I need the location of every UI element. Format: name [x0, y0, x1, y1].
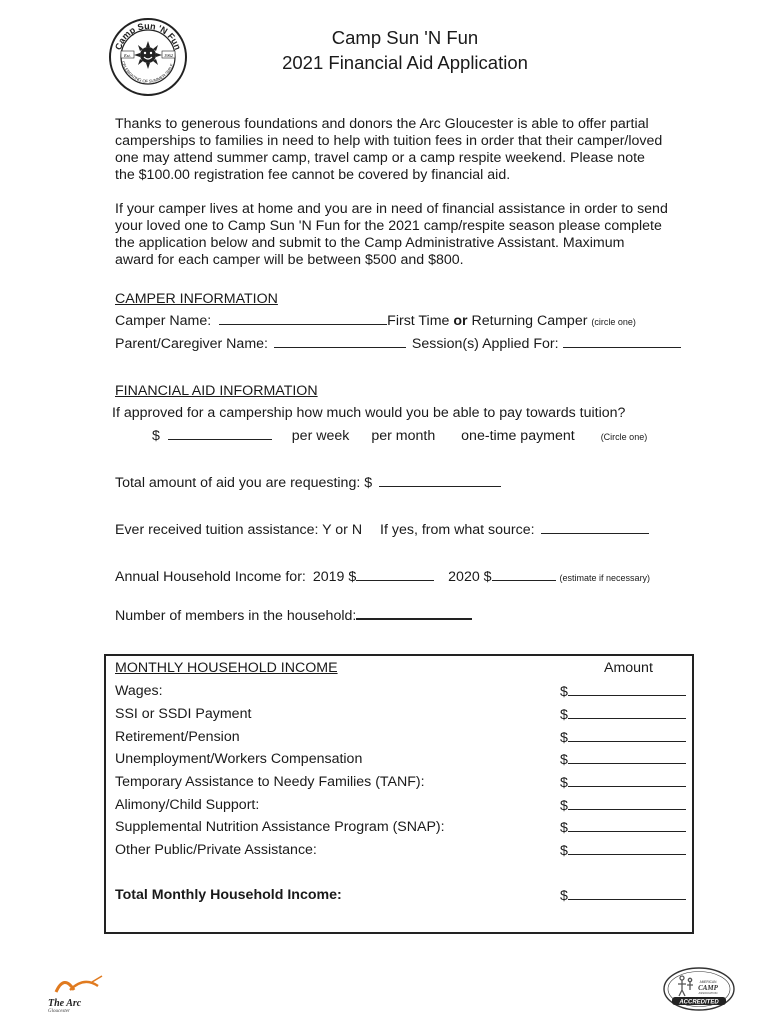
intro-line: If your camper lives at home and you are in need of financial assistance in order to send	[115, 201, 668, 217]
snap-field[interactable]	[568, 819, 686, 832]
income-row-amount	[560, 683, 686, 700]
per-week-option[interactable]: per week	[291, 428, 350, 444]
currency-sign: $	[560, 684, 568, 700]
pay-question: If approved for a campership how much would you be able to pay towards tuition?	[112, 405, 626, 421]
requesting-field[interactable]	[379, 474, 501, 487]
income-row-amount	[560, 706, 686, 723]
received-row	[115, 521, 649, 539]
aca-assoc: ASSOCIATION	[698, 991, 718, 995]
intro-line: camperships to families in need to help with tuition fees in order that their camper/loved	[115, 133, 663, 149]
ssi-field[interactable]	[568, 706, 686, 719]
parent-name-label: Parent/Caregiver Name:	[115, 336, 268, 352]
income-row-amount	[560, 751, 686, 768]
seal-year: 1962	[164, 52, 173, 58]
or-text: or	[453, 313, 468, 329]
income-row-amount	[560, 842, 686, 859]
income-row-label: Other Public/Private Assistance:	[115, 842, 317, 858]
intro-line: the application below and submit to the Camp Administrative Assistant. Maximum	[115, 235, 625, 251]
intro-paragraph-2	[115, 201, 668, 269]
one-time-option[interactable]: one-time payment	[461, 428, 575, 444]
total-income-amount	[560, 887, 686, 904]
source-field[interactable]	[541, 521, 649, 534]
estimate-note: (estimate if necessary)	[559, 573, 651, 583]
title-line-1: Camp Sun 'N Fun	[331, 27, 479, 48]
total-income-label: Total Monthly Household Income:	[115, 887, 342, 903]
camper-name-field[interactable]	[219, 312, 387, 325]
received-label: Ever received tuition assistance: Y or N	[115, 522, 363, 538]
camp-seal-logo	[108, 17, 188, 97]
aca-top: AMERICAN	[699, 980, 717, 984]
currency-sign: $	[560, 775, 568, 791]
currency-sign: $	[560, 730, 568, 746]
unemployment-field[interactable]	[568, 751, 686, 764]
members-field[interactable]	[356, 606, 472, 620]
source-label: If yes, from what source:	[380, 522, 535, 538]
total-income-field[interactable]	[568, 887, 686, 900]
income-row-label: Wages:	[115, 683, 163, 699]
requesting-row	[115, 474, 501, 492]
dollar-sign: $	[152, 428, 160, 444]
alimony-field[interactable]	[568, 797, 686, 810]
monthly-income-heading: MONTHLY HOUSEHOLD INCOME	[115, 660, 338, 676]
parent-row	[115, 335, 681, 353]
income-row-amount	[560, 774, 686, 791]
income-row-label: SSI or SSDI Payment	[115, 706, 252, 722]
members-row	[115, 606, 472, 625]
monthly-income-box	[104, 654, 694, 934]
annual-income-label: Annual Household Income for:	[115, 569, 306, 585]
amount-header: Amount	[604, 660, 653, 676]
intro-line: Thanks to generous foundations and donors the Arc Gloucester is able to offer partial	[115, 116, 649, 132]
sessions-label: Session(s) Applied For:	[411, 336, 559, 352]
circle-one-note: (circle one)	[591, 317, 636, 327]
members-label: Number of members in the household:	[115, 608, 357, 624]
requesting-label: Total amount of aid you are requesting: $	[115, 475, 373, 491]
intro-line: your loved one to Camp Sun 'N Fun for the 2021 camp/respite season please complete	[115, 218, 662, 234]
other-assistance-field[interactable]	[568, 842, 686, 855]
currency-sign: $	[560, 752, 568, 768]
arc-sub: Gloucester	[48, 1009, 70, 1014]
aca-accredited: ACCREDITED	[679, 999, 719, 1006]
income-2020-label: 2020 $	[448, 569, 492, 585]
arc-swoosh-icon	[48, 972, 110, 994]
aca-camp: CAMP	[698, 984, 718, 992]
retirement-field[interactable]	[568, 729, 686, 742]
wages-field[interactable]	[568, 683, 686, 696]
title-line-2: 2021 Financial Aid Application	[282, 52, 528, 73]
returning-camper-option[interactable]: Returning Camper	[471, 313, 588, 329]
income-row-label: Alimony/Child Support:	[115, 797, 260, 813]
income-2019-field[interactable]	[356, 568, 434, 581]
arc-name: The Arc	[48, 998, 82, 1009]
doc-title	[205, 25, 605, 75]
income-row-label: Supplemental Nutrition Assistance Program (SNAP):	[115, 819, 445, 835]
sessions-field[interactable]	[563, 335, 681, 348]
aca-accredited-badge	[662, 966, 736, 1012]
intro-line: one may attend summer camp, travel camp or a camp respite weekend. Please note	[115, 150, 645, 166]
arc-logo	[48, 972, 110, 1016]
tanf-field[interactable]	[568, 774, 686, 787]
currency-sign: $	[560, 798, 568, 814]
pay-amount-row	[152, 427, 647, 446]
pay-amount-field[interactable]	[168, 427, 272, 440]
financial-aid-heading: FINANCIAL AID INFORMATION	[115, 383, 318, 399]
camper-name-label: Camper Name:	[115, 313, 212, 329]
per-month-option[interactable]: per month	[371, 428, 436, 444]
camper-name-row	[115, 312, 636, 331]
seal-bottom-text: CELEBRATING OF SUMMER SMILE	[120, 60, 175, 84]
seal-est: Est.	[124, 52, 131, 58]
income-2020-field[interactable]	[492, 568, 556, 581]
income-row-label: Retirement/Pension	[115, 729, 240, 745]
currency-sign: $	[560, 843, 568, 859]
income-row-label: Temporary Assistance to Needy Families (TANF):	[115, 774, 425, 790]
annual-income-row	[115, 568, 650, 587]
income-row-label: Unemployment/Workers Compensation	[115, 751, 363, 767]
currency-sign: $	[560, 888, 568, 904]
income-2019-label: 2019 $	[312, 569, 357, 585]
intro-paragraph-1	[115, 116, 662, 184]
intro-line: award for each camper will be between $500 and $800.	[115, 252, 464, 268]
intro-line: the $100.00 registration fee cannot be covered by financial aid.	[115, 167, 511, 183]
currency-sign: $	[560, 820, 568, 836]
parent-name-field[interactable]	[274, 335, 406, 348]
currency-sign: $	[560, 707, 568, 723]
seal-top-text: Camp Sun 'N Fun	[113, 20, 183, 52]
income-row-amount	[560, 729, 686, 746]
income-row-amount	[560, 797, 686, 814]
first-time-option[interactable]: First Time	[387, 313, 450, 329]
income-row-amount	[560, 819, 686, 836]
circle-one-note-2: (Circle one)	[600, 432, 648, 442]
camper-info-heading: CAMPER INFORMATION	[115, 291, 278, 307]
